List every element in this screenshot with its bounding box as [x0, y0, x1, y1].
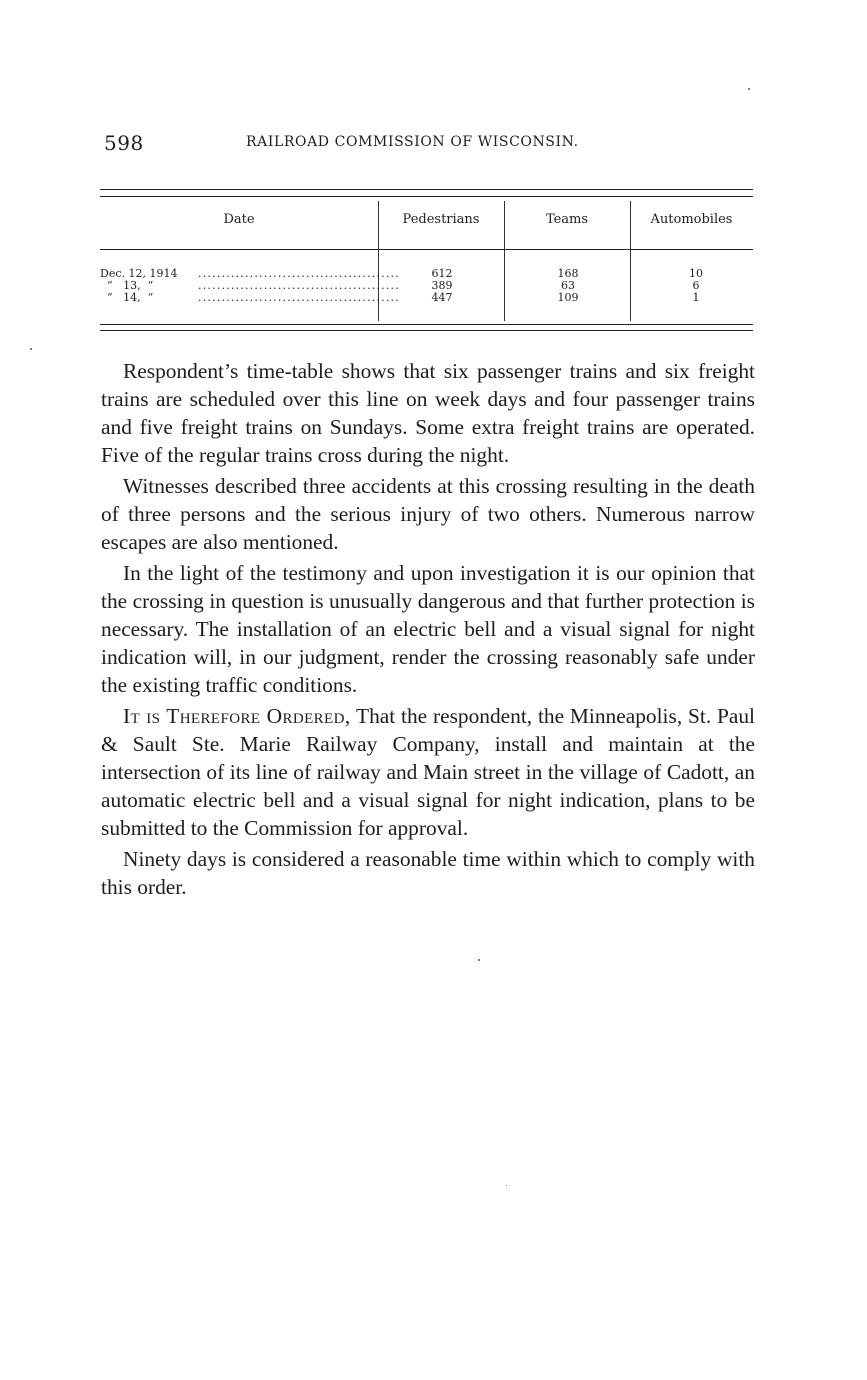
order-lead: It is Therefore Ordered,	[123, 703, 351, 728]
table-row	[100, 292, 753, 304]
paragraph-train-schedule: Respondent’s time-table shows that six passenger trains and six freight trains are scheduled over this line on week days and four passenger trains and five freight trains on Sundays. Some extra freight trains are operated. Five of the regular trains cross during the night.	[101, 359, 755, 468]
table-header-rule	[100, 249, 753, 250]
dot-leader: ...........................................	[198, 267, 400, 280]
row-date: Dec. 12, 1914	[100, 267, 178, 280]
scan-speck	[506, 1185, 507, 1186]
row-date: “ 14, “	[100, 291, 154, 304]
table-bottom-rule-outer	[100, 330, 753, 331]
column-header-teams: Teams	[545, 212, 589, 227]
paragraph-opinion: In the light of the testimony and upon investigation it is our opinion that the crossing in question is unusually dangerous and that further protection is necessary. The installation of an electric bell and a visual signal for night indication will, in our judgment, render the crossing reasonably safe under the existing traffic conditions.	[101, 560, 755, 698]
table-top-rule	[100, 189, 753, 190]
table-bottom-rule	[100, 324, 753, 325]
row-teams: 63	[561, 279, 575, 292]
body-text	[101, 357, 755, 903]
running-title: RAILROAD COMMISSION OF WISCONSIN.	[246, 134, 579, 150]
row-teams: 109	[557, 291, 579, 304]
dot-leader: ...........................................	[198, 291, 400, 304]
column-header-pedestrians: Pedestrians	[402, 212, 480, 227]
dot-leader: ...........................................	[198, 279, 400, 292]
paragraph-order	[101, 702, 755, 842]
row-teams: 168	[557, 267, 579, 280]
row-automobiles: 10	[689, 267, 703, 280]
scan-speck	[30, 348, 32, 350]
column-header-automobiles: Automobiles	[650, 212, 733, 227]
column-header-date: Date	[223, 212, 255, 227]
row-pedestrians: 389	[431, 279, 453, 292]
table-top-rule-inner	[100, 196, 753, 197]
paragraph-accidents: Witnesses described three accidents at this crossing resulting in the death of three persons and the serious injury of two others. Numerous narrow escapes are also mentioned.	[101, 473, 755, 555]
row-pedestrians: 447	[431, 291, 453, 304]
page-number: 598	[104, 131, 144, 155]
row-pedestrians: 612	[431, 267, 453, 280]
scan-speck	[478, 959, 480, 961]
paragraph-compliance: Ninety days is considered a reasonable time within which to comply with this order.	[101, 846, 755, 899]
row-automobiles: 6	[692, 279, 700, 292]
scan-speck	[748, 88, 750, 90]
row-date: “ 13, “	[100, 279, 154, 292]
row-automobiles: 1	[692, 291, 700, 304]
traffic-count-table	[100, 188, 753, 337]
order-text: That the respondent, the Minneapolis, St. Paul & Sault Ste. Marie Railway Company, install and maintain at the intersection of its line of railway and Main street in the village of Cadott, an automatic electric bell and a visual signal for night indication, plans to be submitted to the Commission for approval.	[101, 703, 755, 840]
